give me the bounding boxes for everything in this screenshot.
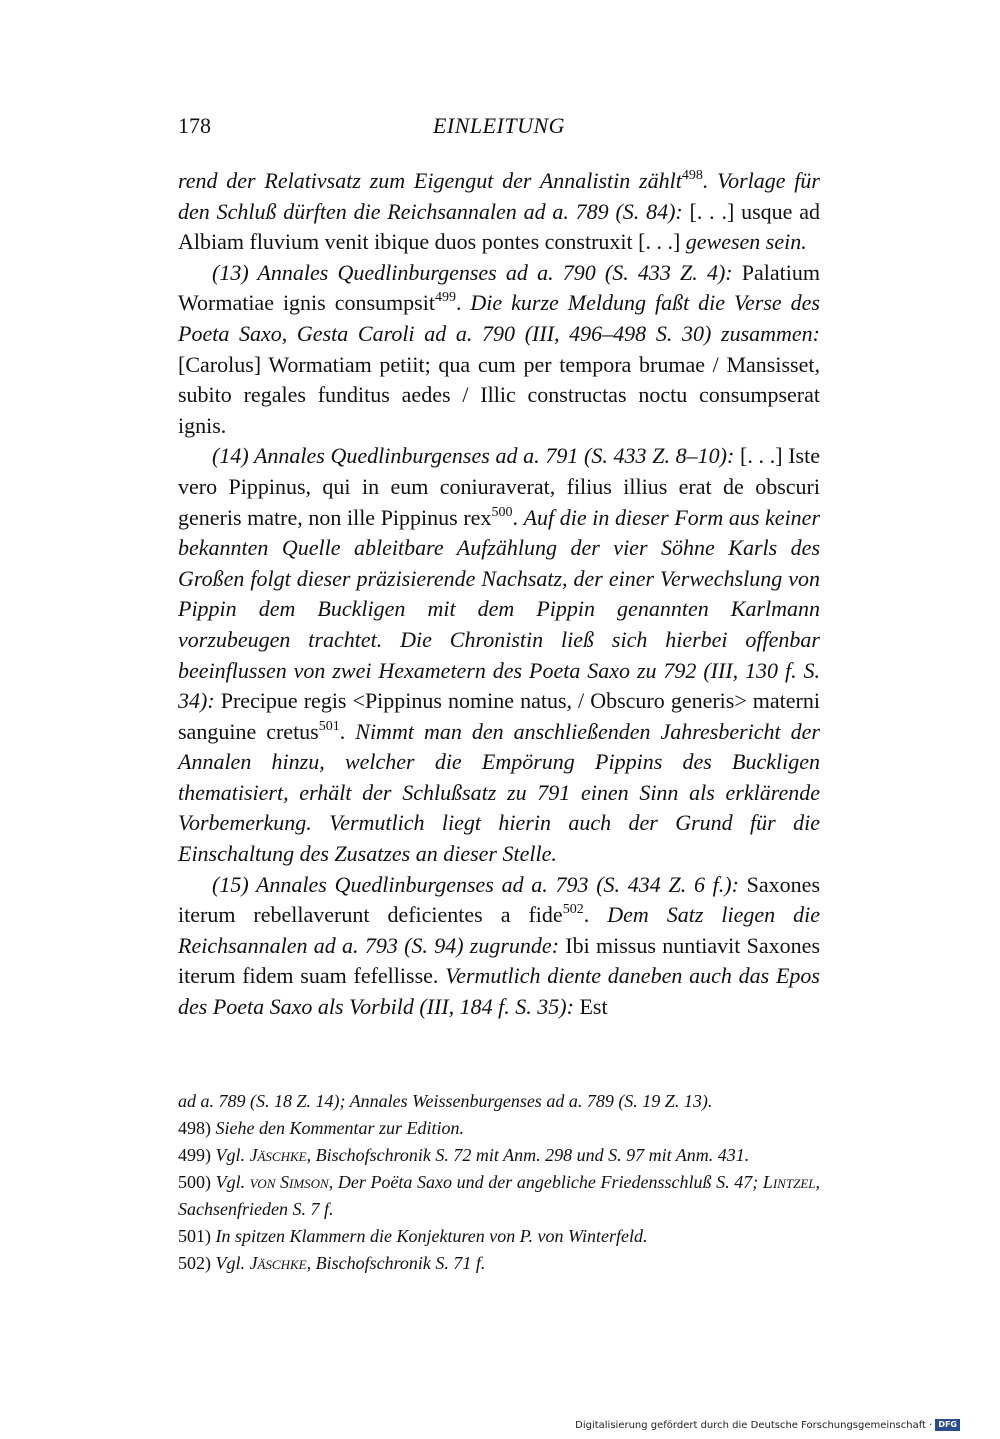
footnote-number: 500) bbox=[178, 1172, 211, 1192]
text-italic: . Vorlage für den Schluß dürften die Reichsannalen ad a. 789 (S. 84): bbox=[178, 168, 820, 224]
footnote-502 bbox=[178, 1250, 820, 1277]
text-italic: (13) Annales Quedlinburgenses ad a. 790 (S. 433 Z. 4): bbox=[212, 259, 733, 285]
text-roman: [. . .] usque ad Albiam fluvium venit ibique duos pontes construxit [. . .] bbox=[178, 198, 820, 255]
footnote-ref-499: 499 bbox=[434, 290, 456, 306]
digitization-credit bbox=[575, 1419, 960, 1431]
footnote-text: Siehe den Kommentar zur Edition. bbox=[211, 1118, 464, 1138]
text-italic: Auf die in dieser Form aus keiner bekannten Quelle ableitbare Aufzählung der vier Söhne Karls des Großen folgt dieser präzisierende Nachsatz, der einer Verwechslung von Pippin dem Buckligen mit dem Pippin genannten Karlmann vorzubeugen trachtet. Die Chronistin ließ sich hierbei offenbar beeinflussen von zwei Hexametern des Poeta Saxo zu 792 (III, 130 f. S. 34): bbox=[178, 504, 821, 714]
text-roman: Palatium Wormatiae ignis consumpsit bbox=[178, 259, 821, 316]
footnote-number: 502) bbox=[178, 1253, 211, 1273]
footnote-ref-500: 500 bbox=[491, 504, 513, 520]
text-italic: (14) Annales Quedlinburgenses ad a. 791 (S. 433 Z. 8–10): bbox=[212, 443, 735, 469]
running-title: EINLEITUNG bbox=[432, 113, 566, 138]
text-roman: . bbox=[455, 290, 471, 316]
author-name: Jäschke bbox=[249, 1145, 307, 1165]
author-name: von Simson bbox=[249, 1172, 329, 1192]
footnote-text: , Sachsenfrieden S. 7 f. bbox=[178, 1172, 820, 1219]
footnote-text: , Der Poëta Saxo und der angebliche Friedensschluß S. 47; bbox=[328, 1172, 763, 1192]
footnote-501 bbox=[178, 1223, 820, 1250]
footnote-number: 501) bbox=[178, 1226, 211, 1246]
page-number: 178 bbox=[178, 113, 211, 138]
text-italic: (15) Annales Quedlinburgenses ad a. 793 (S. 434 Z. 6 f.): bbox=[212, 871, 739, 897]
paragraph-continuation bbox=[178, 166, 820, 258]
footnote-ref-501: 501 bbox=[318, 718, 340, 734]
credit-text: Digitalisierung gefördert durch die Deutsche Forschungsgemeinschaft · bbox=[575, 1419, 933, 1431]
footnote-499 bbox=[178, 1142, 820, 1169]
text-italic: rend der Relativsatz zum Eigengut der Annalistin zählt bbox=[178, 168, 682, 193]
text-roman: . bbox=[512, 504, 524, 530]
footnote-text: , Bischofschronik S. 72 mit Anm. 298 und S. 97 mit Anm. 431. bbox=[306, 1145, 750, 1165]
text-roman: Saxones iterum rebellaverunt deficientes a fide bbox=[178, 871, 821, 928]
text-roman: Est bbox=[573, 994, 608, 1020]
footnote-text: In spitzen Klammern die Konjekturen von P. von Winterfeld. bbox=[211, 1226, 648, 1246]
author-name: Lintzel bbox=[762, 1172, 816, 1192]
paragraph-15 bbox=[178, 870, 820, 1023]
footnote-text: Vgl. bbox=[211, 1145, 250, 1165]
text-roman: . bbox=[339, 718, 356, 744]
footnote-ref-498: 498 bbox=[681, 168, 703, 183]
footnote-text: , Bischofschronik S. 71 f. bbox=[306, 1253, 486, 1273]
footnote-500 bbox=[178, 1169, 820, 1223]
dfg-logo-icon: DFG bbox=[935, 1419, 960, 1431]
footnote-number: 499) bbox=[178, 1145, 211, 1165]
paragraph-13 bbox=[178, 258, 820, 442]
text-roman: . bbox=[583, 902, 608, 928]
footnote-text: Vgl. bbox=[211, 1253, 250, 1273]
footnote-number: 498) bbox=[178, 1118, 211, 1138]
text-roman: [Carolus] Wormatiam petiit; qua cum per tempora brumae / Mansisset, subito regales funditus aedes / Illic constructas noctu consumpserat ignis. bbox=[178, 351, 820, 438]
text-italic: Vermutlich diente daneben auch das Epos des Poeta Saxo als Vorbild (III, 184 f. S. 35): bbox=[178, 963, 820, 1020]
text-roman: Ibi missus nuntiavit Saxones iterum fidem suam fefellisse. bbox=[178, 932, 821, 989]
footnote-text: Vgl. bbox=[211, 1172, 250, 1192]
footnote-498 bbox=[178, 1115, 820, 1142]
footnote-carryover: ad a. 789 (S. 18 Z. 14); Annales Weissenburgenses ad a. 789 (S. 19 Z. 13). bbox=[178, 1091, 713, 1111]
text-italic: Nimmt man den anschließenden Jahresbericht der Annalen hinzu, welcher die Empörung Pippins des Buckligen thematisiert, erhält der Schlußsatz zu 791 einen Sinn als erklärende Vorbemerkung. Vermutlich liegt hierin auch der Grund für die Einschaltung des Zusatzes an dieser Stelle. bbox=[178, 718, 820, 867]
text-italic: Die kurze Meldung faßt die Verse des Poeta Saxo, Gesta Caroli ad a. 790 (III, 496–498 S. 30) zusammen: bbox=[178, 290, 820, 346]
footnotes bbox=[178, 1088, 820, 1277]
text-italic: Dem Satz liegen die Reichsannalen ad a. 793 (S. 94) zugrunde: bbox=[178, 902, 820, 958]
text-roman: Precipue regis <Pippinus nomine natus, / Obscuro generis> materni sanguine cretus bbox=[178, 688, 820, 744]
footnote-ref-502: 502 bbox=[562, 902, 584, 918]
text-italic: gewesen sein. bbox=[685, 229, 807, 255]
author-name: Jäschke bbox=[249, 1253, 307, 1273]
text-roman: [. . .] Iste vero Pippinus, qui in eum coniuraverat, filius illius erat de obscuri generis matre, non ille Pippinus rex bbox=[178, 443, 821, 530]
paragraph-14 bbox=[178, 441, 820, 869]
main-text bbox=[178, 166, 820, 1023]
